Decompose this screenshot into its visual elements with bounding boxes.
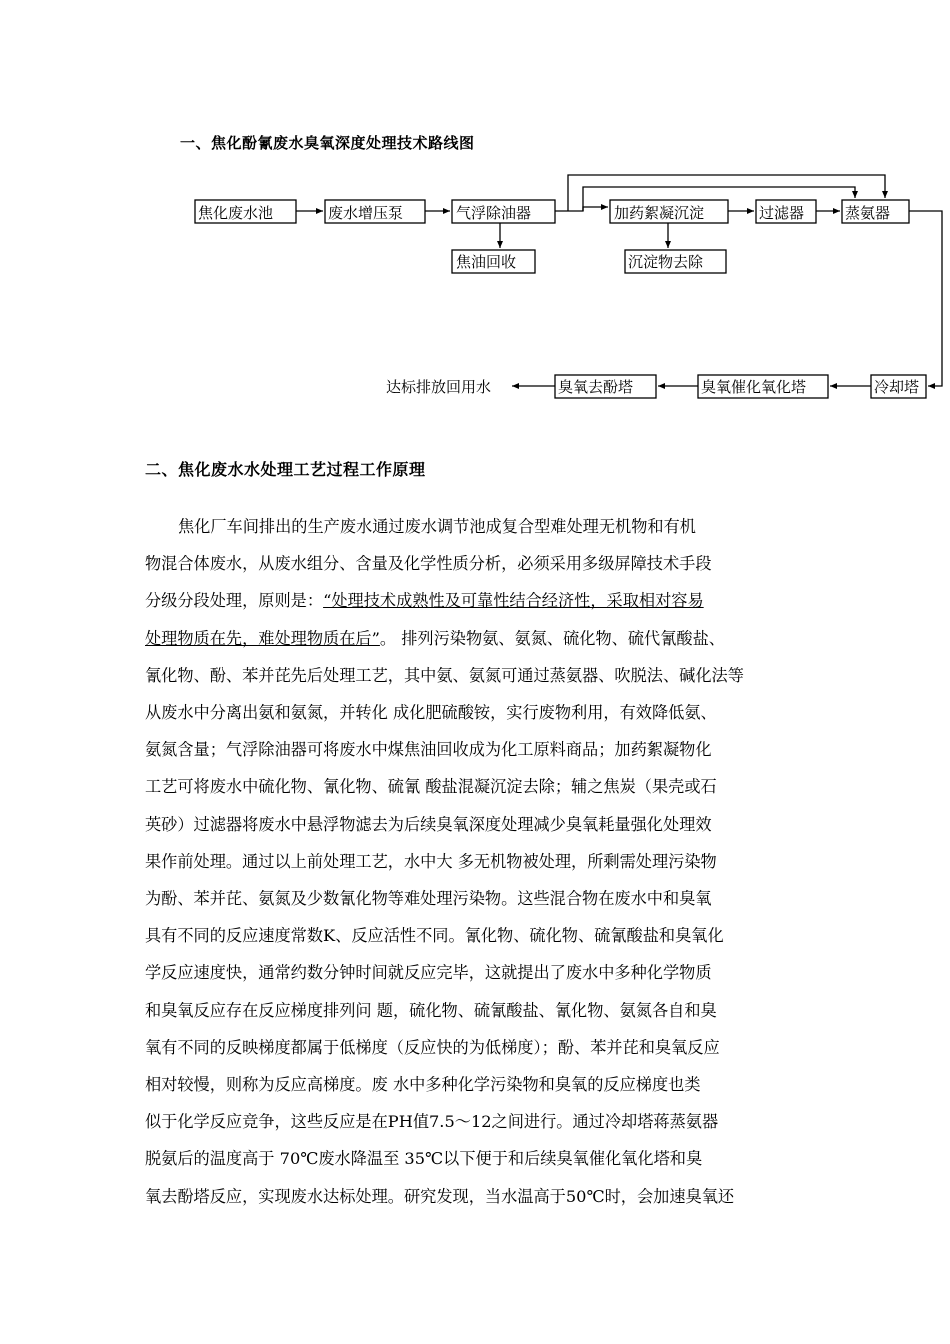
body-line: 为酚、苯并芘、氨氮及少数氰化物等难处理污染物。这些混合物在废水中和臭氧 bbox=[145, 889, 712, 909]
body-line: 物混合体废水，从废水组分、含量及化学性质分析，必须采用多级屏障技术手段 bbox=[145, 554, 712, 574]
node-pool-label: 焦化废水池 bbox=[198, 204, 274, 222]
body-line: 氧去酚塔反应，实现废水达标处理。研究发现，当水温高于50℃时，会加速臭氧还 bbox=[145, 1186, 735, 1206]
node-coag-label: 加药絮凝沉淀 bbox=[614, 204, 705, 222]
body-line: 氧有不同的反映梯度都属于低梯度（反应快的为低梯度）；酚、苯并芘和臭氧反应 bbox=[145, 1037, 720, 1057]
body-line: 处理物质在先，难处理物质在后”。 排列污染物氨、氨氮、硫化物、硫代氰酸盐、 bbox=[145, 628, 725, 648]
node-phenol-label: 臭氧去酚塔 bbox=[558, 378, 634, 396]
output-label: 达标排放回用水 bbox=[386, 378, 492, 396]
body-line: 和臭氧反应存在反应梯度排列问 题，硫化物、硫氰酸盐、氰化物、氨氮各自和臭 bbox=[145, 1000, 717, 1020]
body-line: 脱氨后的温度高于 70℃废水降温至 35℃以下便于和后续臭氧催化氧化塔和臭 bbox=[145, 1149, 703, 1169]
node-pump-label: 废水增压泵 bbox=[328, 204, 404, 222]
body-line: 氨氮含量；气浮除油器可将废水中煤焦油回收成为化工原料商品；加药絮凝物化 bbox=[145, 740, 712, 760]
body-line: 分级分段处理，原则是：“处理技术成熟性及可靠性结合经济性，采取相对容易 bbox=[145, 591, 704, 611]
node-cooling-label: 冷却塔 bbox=[874, 378, 920, 396]
node-ammonia-label: 蒸氨器 bbox=[845, 204, 891, 222]
node-filter-label: 过滤器 bbox=[759, 204, 805, 222]
body-line: 相对较慢，则称为反应高梯度。废 水中多种化学污染物和臭氧的反应梯度也类 bbox=[145, 1075, 701, 1095]
section2-body bbox=[145, 508, 810, 1215]
node-catalytic-label: 臭氧催化氧化塔 bbox=[701, 378, 807, 396]
body-line: 工艺可将废水中硫化物、氰化物、硫氰 酸盐混凝沉淀去除；辅之焦炭（果壳或石 bbox=[145, 777, 717, 797]
body-line: 果作前处理。通过以上前处理工艺，水中大 多无机物被处理，所剩需处理污染物 bbox=[145, 851, 717, 871]
body-line: 英砂）过滤器将废水中悬浮物滤去为后续臭氧深度处理减少臭氧耗量强化处理效 bbox=[145, 814, 712, 834]
flowchart bbox=[0, 0, 950, 420]
node-tar-label: 焦油回收 bbox=[456, 253, 517, 271]
body-line: 具有不同的反应速度常数K、反应活性不同。氰化物、硫化物、硫氰酸盐和臭氧化 bbox=[145, 926, 724, 946]
principle-quote-part2: 处理物质在先，难处理物质在后” bbox=[145, 628, 380, 648]
section2-heading: 二、焦化废水水处理工艺过程工作原理 bbox=[145, 460, 426, 479]
body-line: 似于化学反应竞争，这些反应是在PH值7.5～12之间进行。通过冷却塔蒋蒸氨器 bbox=[145, 1112, 719, 1132]
principle-quote-part1: “处理技术成熟性及可靠性结合经济性，采取相对容易 bbox=[323, 591, 704, 611]
body-line: 焦化厂车间排出的生产废水通过废水调节池成复合型难处理无机物和有机 bbox=[178, 517, 696, 536]
node-flotation-label: 气浮除油器 bbox=[456, 204, 532, 222]
body-line: 从废水中分离出氨和氨氮，并转化 成化肥硫酸铵，实行废物利用，有效降低氨、 bbox=[145, 703, 717, 723]
node-sediment-label: 沉淀物去除 bbox=[628, 253, 704, 271]
section1-heading: 一、焦化酚氰废水臭氧深度处理技术路线图 bbox=[180, 134, 475, 152]
body-line: 学反应速度快，通常约数分钟时间就反应完毕，这就提出了废水中多种化学物质 bbox=[145, 963, 712, 983]
body-line: 氰化物、酚、苯并芘先后处理工艺，其中氨、氨氮可通过蒸氨器、吹脱法、碱化法等 bbox=[145, 665, 744, 685]
